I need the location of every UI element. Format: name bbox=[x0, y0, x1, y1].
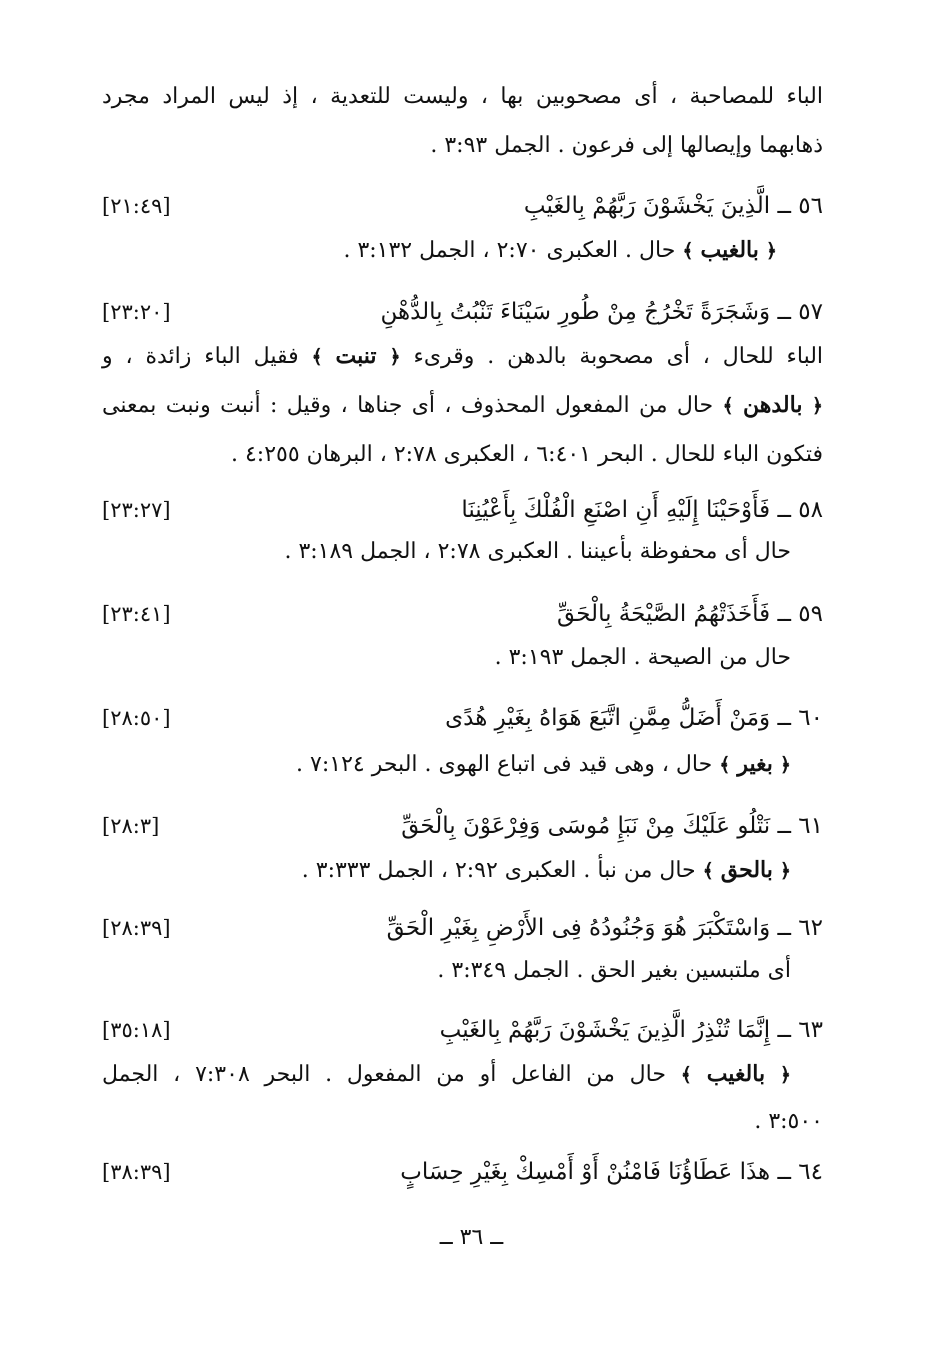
commentary-text: أى ملتبسين بغير الحق . الجمل ٣:٣٤٩ . bbox=[437, 958, 791, 983]
commentary-text: حال من المفعول المحذوف ، أى جناها ، وقيل : أنبت ونبت بمعنى bbox=[102, 393, 714, 418]
bracket-close: ﴾ bbox=[719, 754, 731, 776]
commentary-text: حال أى محفوظة بأعيننا . العكبرى ٢:٧٨ ، الجمل ٣:١٨٩ . bbox=[284, 539, 791, 564]
entry-verse: ٦٢ ــ وَاسْتَكْبَرَ هُوَ وَجُنُودُهُ فِى الأَرْضِ بِغَيْرِ الْحَقِّ bbox=[386, 915, 823, 941]
keyword: تنبت bbox=[335, 343, 377, 369]
entry-57-heading bbox=[102, 288, 823, 337]
entry-verse: ٦٤ ــ هذَا عَطَاؤُنَا فَامْنُنْ أَوْ أَمْسِكْ بِغَيْرِ حِسَابٍ bbox=[400, 1159, 823, 1185]
commentary-text: حال من الفاعل أو من المفعول . البحر ٧:٣٠٨ ، الجمل bbox=[102, 1062, 666, 1087]
entry-verse: ٦١ ــ نَتْلُو عَلَيْكَ مِنْ نَبَإِ مُوسَى وَفِرْعَوْنَ بِالْحَقِّ bbox=[401, 813, 823, 839]
bracket-open: ﴿ bbox=[779, 754, 791, 776]
keyword: بغير bbox=[737, 751, 773, 777]
entry-59-heading bbox=[102, 590, 823, 639]
entry-61-heading bbox=[102, 802, 823, 851]
entry-verse: ٦٠ ــ وَمَنْ أَضَلُّ مِمَّنِ اتَّبَعَ هَوَاهُ بِغَيْرِ هُدًى bbox=[445, 705, 823, 731]
commentary-text: حال . العكبرى ٢:٧٠ ، الجمل ٣:١٣٢ . bbox=[343, 238, 676, 263]
entry-reference: [٢٣:٢٧] bbox=[102, 498, 171, 522]
commentary-text: فقيل الباء زائدة ، و bbox=[102, 344, 299, 369]
commentary-text: الباء للحال ، أى مصحوبة بالدهن . وقرىء bbox=[413, 344, 824, 369]
bracket-open: ﴿ bbox=[779, 860, 791, 882]
bracket-open: ﴿ bbox=[779, 1064, 792, 1086]
entry-verse: ٥٨ ــ فَأَوْحَيْنَا إِلَيْهِ أَنِ اصْنَعِ الْفُلْكَ بِأَعْيُنِنَا bbox=[461, 497, 823, 523]
keyword: بالغيب bbox=[700, 237, 759, 263]
entry-reference: [٢٨:٣٩] bbox=[102, 916, 171, 940]
intro-line-2: ذهابهما وإيصالها إلى فرعون . الجمل ٣:٩٣ . bbox=[430, 133, 823, 158]
entry-63-heading bbox=[102, 1006, 823, 1055]
commentary-text: حال ، وهى قيد فى اتباع الهوى . البحر ٧:١٢٤ . bbox=[296, 752, 713, 777]
commentary-text: حال من نبأ . العكبرى ٢:٩٢ ، الجمل ٣:٣٣٣ . bbox=[301, 858, 696, 883]
entry-64-heading bbox=[102, 1148, 823, 1197]
entry-60-heading bbox=[102, 694, 823, 743]
entry-reference: [٣٨:٣٩] bbox=[102, 1160, 171, 1184]
entry-reference: [٢٣:٢٠] bbox=[102, 300, 171, 324]
bracket-close: ﴾ bbox=[682, 240, 694, 262]
entry-verse: ٥٧ ــ وَشَجَرَةً تَخْرُجُ مِنْ طُورِ سَيْنَاءَ تَنْبُتُ بِالدُّهْنِ bbox=[380, 299, 823, 325]
entry-verse: ٥٦ ــ الَّذِينَ يَخْشَوْنَ رَبَّهُمْ بِالغَيْبِ bbox=[523, 193, 823, 219]
bracket-open: ﴿ bbox=[389, 346, 401, 368]
entry-verse: ٥٩ ــ فَأَخَذَتْهُمُ الصَّيْحَةُ بِالْحَقِّ bbox=[557, 601, 823, 627]
entry-reference: [٢٣:٤١] bbox=[102, 602, 171, 626]
keyword: بالدهن bbox=[743, 392, 803, 418]
entry-reference: [٢٨:٣] bbox=[102, 814, 160, 838]
bracket-open: ﴿ bbox=[765, 240, 777, 262]
bracket-close: ﴾ bbox=[702, 860, 714, 882]
commentary-text: ٣:٥٠٠ . bbox=[754, 1109, 823, 1134]
entry-reference: [٢١:٤٩] bbox=[102, 194, 171, 218]
entry-reference: [٢٨:٥٠] bbox=[102, 706, 171, 730]
entry-verse: ٦٣ ــ إِنَّمَا تُنْذِرُ الَّذِينَ يَخْشَوْنَ رَبَّهُمْ بِالغَيْبِ bbox=[439, 1017, 823, 1043]
entry-56-heading bbox=[102, 182, 823, 231]
commentary-text: حال من الصيحة . الجمل ٣:١٩٣ . bbox=[494, 645, 791, 670]
page-number: ــ ٣٦ ــ bbox=[439, 1225, 504, 1250]
entry-reference: [٣٥:١٨] bbox=[102, 1018, 171, 1042]
keyword: بالحق bbox=[720, 857, 773, 883]
bracket-close: ﴾ bbox=[680, 1064, 692, 1086]
keyword: بالغيب bbox=[706, 1061, 766, 1087]
bracket-close: ﴾ bbox=[311, 346, 323, 368]
commentary-text: فتكون الباء للحال . البحر ٦:٤٠١ ، العكبرى ٢:٧٨ ، البرهان ٤:٢٥٥ . bbox=[230, 442, 823, 467]
intro-line-1: الباء للمصاحبة ، أى مصحوبين بها ، وليست للتعدية ، إذ ليس المراد مجرد bbox=[102, 84, 823, 109]
bracket-close: ﴾ bbox=[722, 395, 734, 417]
bracket-open: ﴿ bbox=[811, 395, 823, 417]
